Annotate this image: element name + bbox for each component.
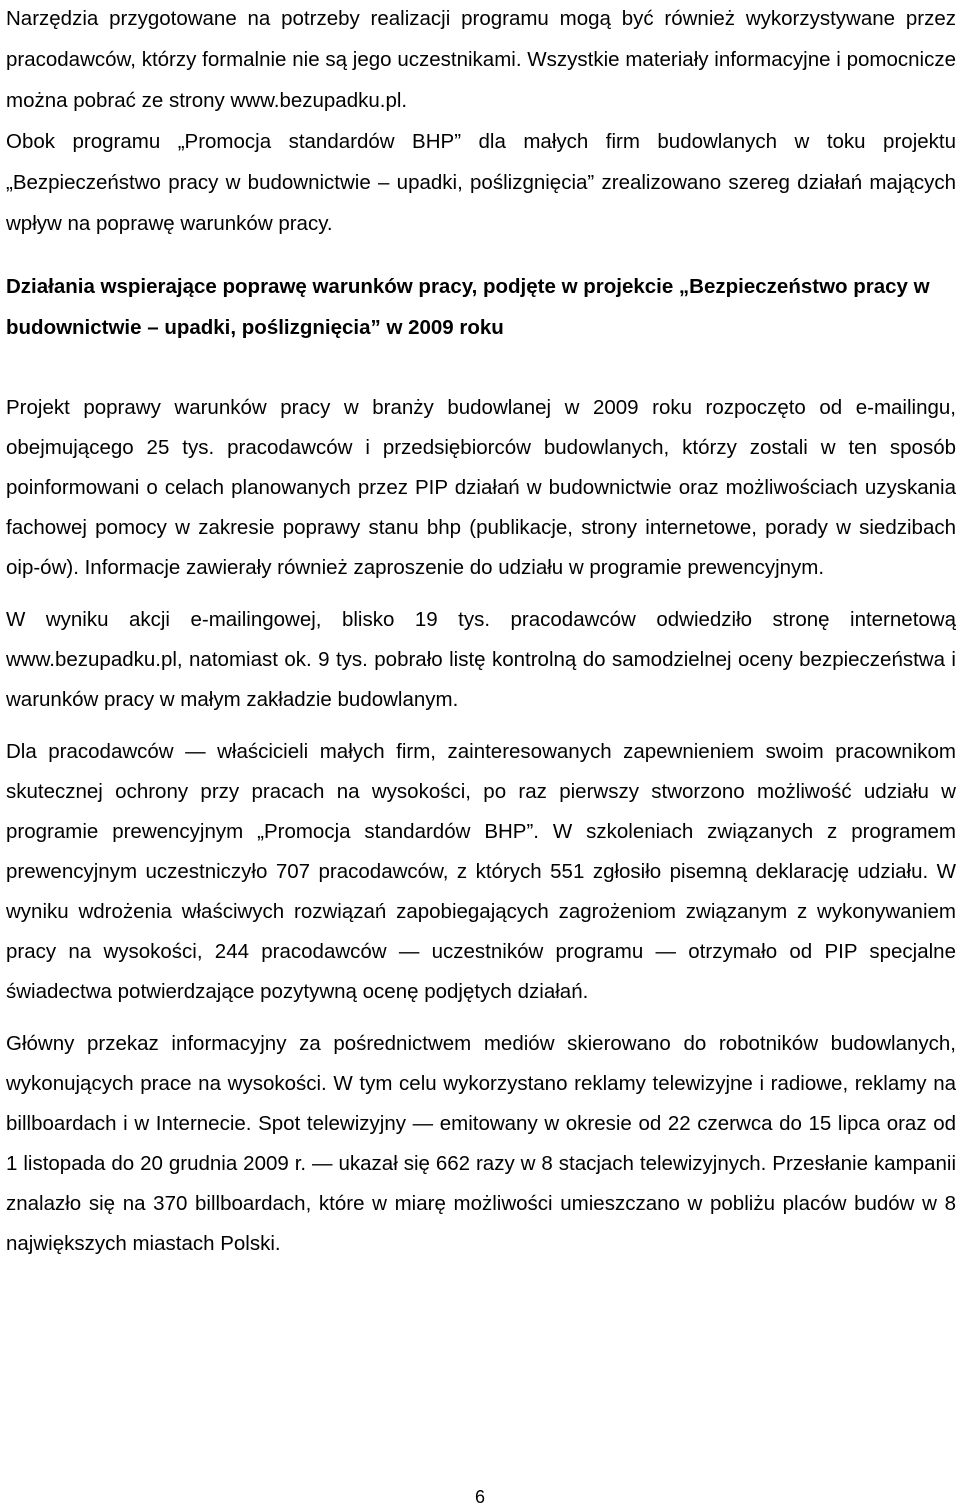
body-paragraph-3: Dla pracodawców — właścicieli małych firm, zainteresowanych zapewnieniem swoim pracownikom skutecznej ochrony przy pracach na wysokości, po raz pierwszy stworzono możliwość udziału w programie prewencyjnym „Promocja standardów BHP”. W szkoleniach związanych z programem prewencyjnym uczestniczyło 707 pracodawców, z których 551 zgłosiło pisemną deklarację udziału. W wyniku wdrożenia właściwych rozwiązań zapobiegających zagrożeniom związanym z wykonywaniem pracy na wysokości, 244 pracodawców — uczestników programu — otrzymało od PIP specjalne świadectwa potwierdzające pozytywną ocenę podjętych działań. — [6, 740, 956, 1003]
section-heading: Działania wspierające poprawę warunków pracy, podjęte w projekcie „Bezpieczeństwo pracy w budownictwie – upadki, poślizgnięcia” w 2009 roku — [6, 275, 930, 339]
body-paragraph-2: W wyniku akcji e-mailingowej, blisko 19 tys. pracodawców odwiedziło stronę internetową www.bezupadku.pl, natomiast ok. 9 tys. pobrało listę kontrolną do samodzielnej oceny bezpieczeństwa i warunków pracy w małym zakładzie budowlanym. — [6, 608, 956, 711]
intro-paragraph-2: Obok programu „Promocja standardów BHP” dla małych firm budowlanych w toku projektu „Bezpieczeństwo pracy w budownictwie – upadki, poślizgnięcia” zrealizowano szereg działań mających wpływ na poprawę warunków pracy. — [6, 130, 956, 235]
page-number: 6 — [474, 1487, 485, 1507]
body-paragraph-4: Główny przekaz informacyjny za pośrednictwem mediów skierowano do robotników budowlanych, wykonujących prace na wysokości. W tym celu wykorzystano reklamy telewizyjne i radiowe, reklamy na billboardach i w Internecie. Spot telewizyjny — emitowany w okresie od 22 czerwca do 15 lipca oraz od 1 listopada do 20 grudnia 2009 r. — ukazał się 662 razy w 8 stacjach telewizyjnych. Przesłanie kampanii znalazło się na 370 billboardach, które w miarę możliwości umieszczano w pobliżu placów budów w 8 największych miastach Polski. — [6, 1032, 956, 1255]
body-paragraph-1: Projekt poprawy warunków pracy w branży budowlanej w 2009 roku rozpoczęto od e-mailingu, obejmującego 25 tys. pracodawców i przedsiębiorców budowlanych, którzy zostali w ten sposób poinformowani o celach planowanych przez PIP działań w budownictwie oraz możliwościach uzyskania fachowej pomocy w zakresie poprawy stanu bhp (publikacje, strony internetowe, porady w siedzibach oip-ów). Informacje zawierały również zaproszenie do udziału w programie prewencyjnym. — [6, 396, 956, 579]
intro-section — [6, 0, 956, 244]
intro-paragraph-1: Narzędzia przygotowane na potrzeby realizacji programu mogą być również wykorzystywane przez pracodawców, którzy formalnie nie są jego uczestnikami. Wszystkie materiały informacyjne i pomocnicze można pobrać ze strony www.bezupadku.pl. — [6, 7, 956, 112]
section-body — [6, 388, 956, 1276]
